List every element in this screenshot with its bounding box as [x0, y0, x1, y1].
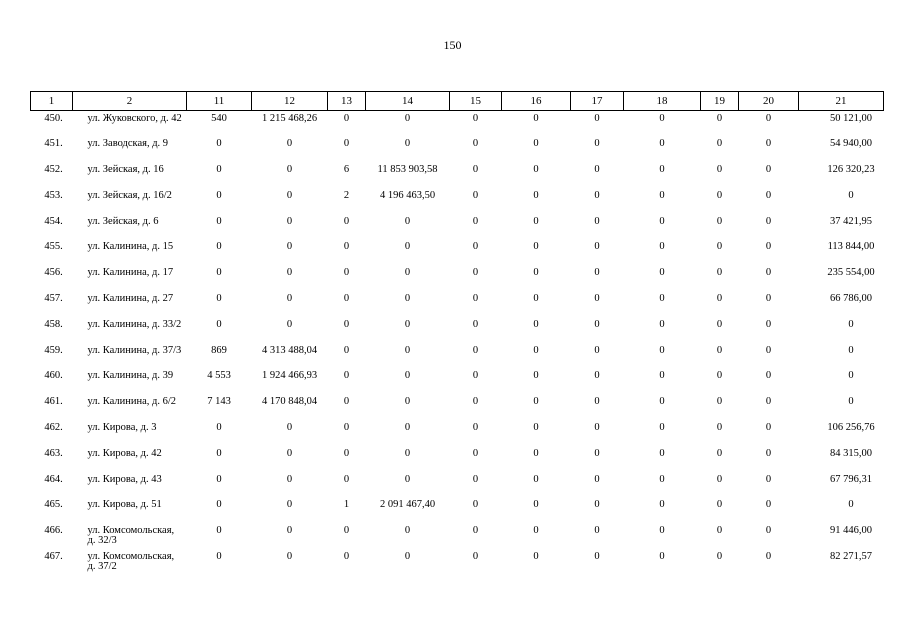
cell-col-16: 0: [533, 113, 539, 124]
cell-col-21: 0: [848, 396, 854, 408]
cell-col-17: 0: [594, 267, 600, 279]
column-header: 2: [73, 92, 187, 111]
cell-col-11: 0: [216, 525, 222, 537]
cell-col-18: 0: [659, 422, 665, 434]
cell-col-18: 0: [659, 189, 665, 201]
row-number: 460.: [44, 370, 63, 382]
address-cell: ул. Калинина, д. 15: [87, 241, 174, 253]
row-number: 459.: [44, 344, 63, 356]
cell-col-18: 0: [659, 215, 665, 227]
address-cell: ул. Калинина, д. 33/2: [87, 318, 182, 330]
cell-col-21: 0: [848, 344, 854, 356]
cell-col-21: 126 320,23: [827, 164, 875, 176]
cell-col-17: 0: [594, 551, 600, 563]
cell-col-15: 0: [472, 344, 479, 356]
cell-col-16: 0: [533, 370, 539, 382]
cell-col-17: 0: [594, 138, 600, 150]
cell-col-15: 0: [472, 551, 479, 563]
cell-col-14: 0: [404, 551, 411, 563]
cell-col-12: 1 215 468,26: [261, 113, 318, 124]
cell-col-17: 0: [594, 473, 600, 485]
cell-col-14: 0: [404, 396, 411, 408]
column-header: 13: [328, 92, 366, 111]
column-header: 1: [31, 92, 73, 111]
cell-col-20: 0: [765, 164, 772, 176]
address-cell: ул. Кирова, д. 43: [87, 473, 162, 485]
cell-col-18: 0: [659, 551, 665, 563]
cell-col-12: 1 924 466,93: [261, 370, 318, 382]
cell-col-17: 0: [594, 113, 600, 124]
table-row: [31, 188, 884, 214]
cell-col-15: 0: [472, 164, 479, 176]
cell-col-20: 0: [765, 499, 772, 511]
cell-col-18: 0: [659, 344, 665, 356]
cell-col-13: 2: [343, 189, 350, 201]
table-row: [31, 420, 884, 446]
address-cell: ул. Комсомольская, д. 37/2: [87, 551, 175, 573]
cell-col-21: 0: [848, 499, 854, 511]
cell-col-12: 0: [286, 525, 293, 537]
cell-col-12: 4 313 488,04: [261, 344, 318, 356]
cell-col-11: 0: [216, 551, 222, 563]
cell-col-19: 0: [716, 447, 723, 459]
data-table: [30, 91, 884, 575]
cell-col-16: 0: [533, 164, 539, 176]
cell-col-11: 0: [216, 138, 222, 150]
cell-col-16: 0: [533, 396, 539, 408]
cell-col-14: 4 196 463,50: [379, 189, 436, 201]
table-row: [31, 343, 884, 369]
cell-col-15: 0: [472, 447, 479, 459]
address-cell: ул. Кирова, д. 42: [87, 447, 162, 459]
cell-col-12: 0: [286, 189, 293, 201]
cell-col-17: 0: [594, 525, 600, 537]
address-cell: ул. Зейская, д. 16: [87, 164, 164, 176]
table-body: [31, 111, 884, 575]
cell-col-12: 0: [286, 551, 293, 563]
cell-col-13: 0: [343, 370, 350, 382]
cell-col-12: 0: [286, 422, 293, 434]
column-header: 16: [502, 92, 571, 111]
table-row: [31, 394, 884, 420]
cell-col-17: 0: [594, 189, 600, 201]
cell-col-21: 0: [848, 189, 854, 201]
cell-col-15: 0: [472, 113, 479, 124]
header-row: [31, 92, 884, 111]
address-cell: ул. Калинина, д. 6/2: [87, 396, 177, 408]
address-cell: ул. Жуковского, д. 42: [87, 113, 182, 124]
cell-col-17: 0: [594, 499, 600, 511]
cell-col-18: 0: [659, 318, 665, 330]
cell-col-11: 0: [216, 189, 222, 201]
table-row: [31, 523, 884, 549]
cell-col-19: 0: [716, 189, 723, 201]
row-number: 452.: [44, 164, 63, 176]
cell-col-20: 0: [765, 422, 772, 434]
table-row: [31, 368, 884, 394]
cell-col-17: 0: [594, 241, 600, 253]
table-row: [31, 136, 884, 162]
cell-col-12: 0: [286, 499, 293, 511]
cell-col-15: 0: [472, 267, 479, 279]
table-row: [31, 162, 884, 188]
cell-col-20: 0: [765, 525, 772, 537]
cell-col-19: 0: [716, 138, 723, 150]
cell-col-15: 0: [472, 215, 479, 227]
cell-col-14: 2 091 467,40: [379, 499, 436, 511]
cell-col-19: 0: [716, 525, 723, 537]
address-cell: ул. Зейская, д. 16/2: [87, 189, 172, 201]
row-number: 450.: [44, 113, 63, 124]
cell-col-14: 0: [404, 525, 411, 537]
cell-col-15: 0: [472, 525, 479, 537]
cell-col-13: 0: [343, 551, 350, 563]
cell-col-21: 82 271,57: [830, 551, 872, 563]
cell-col-13: 0: [343, 447, 350, 459]
cell-col-16: 0: [533, 267, 539, 279]
row-number: 466.: [44, 525, 63, 537]
cell-col-17: 0: [594, 344, 600, 356]
cell-col-15: 0: [472, 370, 479, 382]
table-row: [31, 291, 884, 317]
row-number: 462.: [44, 422, 63, 434]
cell-col-21: 50 121,00: [830, 113, 872, 124]
cell-col-16: 0: [533, 499, 539, 511]
cell-col-13: 0: [343, 241, 350, 253]
cell-col-18: 0: [659, 267, 665, 279]
cell-col-17: 0: [594, 370, 600, 382]
cell-col-19: 0: [716, 473, 723, 485]
cell-col-14: 0: [404, 293, 411, 305]
cell-col-19: 0: [716, 422, 723, 434]
cell-col-21: 113 844,00: [827, 241, 875, 253]
cell-col-15: 0: [472, 396, 479, 408]
cell-col-20: 0: [765, 241, 772, 253]
cell-col-16: 0: [533, 344, 539, 356]
column-header: 19: [701, 92, 739, 111]
cell-col-16: 0: [533, 551, 539, 563]
cell-col-14: 0: [404, 370, 411, 382]
cell-col-14: 0: [404, 447, 411, 459]
cell-col-11: 0: [216, 447, 222, 459]
cell-col-19: 0: [716, 318, 723, 330]
cell-col-13: 0: [343, 344, 350, 356]
cell-col-15: 0: [472, 422, 479, 434]
cell-col-20: 0: [765, 113, 772, 124]
address-cell: ул. Калинина, д. 27: [87, 293, 174, 305]
cell-col-18: 0: [659, 525, 665, 537]
cell-col-17: 0: [594, 215, 600, 227]
cell-col-16: 0: [533, 473, 539, 485]
cell-col-12: 0: [286, 164, 293, 176]
cell-col-18: 0: [659, 396, 665, 408]
column-header: 17: [571, 92, 624, 111]
cell-col-18: 0: [659, 370, 665, 382]
cell-col-11: 4 553: [207, 370, 231, 382]
cell-col-20: 0: [765, 473, 772, 485]
row-number: 467.: [44, 551, 63, 563]
cell-col-15: 0: [472, 499, 479, 511]
cell-col-13: 0: [343, 422, 350, 434]
cell-col-21: 37 421,95: [830, 215, 872, 227]
cell-col-16: 0: [533, 293, 539, 305]
column-header: 15: [450, 92, 502, 111]
cell-col-13: 0: [343, 267, 350, 279]
cell-col-12: 0: [286, 241, 293, 253]
cell-col-19: 0: [716, 551, 723, 563]
cell-col-14: 0: [404, 344, 411, 356]
table-row: [31, 317, 884, 343]
address-cell: ул. Заводская, д. 9: [87, 138, 169, 150]
row-number: 463.: [44, 447, 63, 459]
cell-col-14: 11 853 903,58: [377, 164, 438, 176]
address-cell: ул. Кирова, д. 51: [87, 499, 162, 511]
table-row: [31, 472, 884, 498]
cell-col-18: 0: [659, 241, 665, 253]
column-header: 20: [739, 92, 799, 111]
cell-col-15: 0: [472, 241, 479, 253]
cell-col-12: 0: [286, 318, 293, 330]
cell-col-21: 67 796,31: [830, 473, 872, 485]
row-number: 458.: [44, 318, 63, 330]
row-number: 464.: [44, 473, 63, 485]
address-cell: ул. Калинина, д. 39: [87, 370, 174, 382]
cell-col-12: 0: [286, 473, 293, 485]
cell-col-16: 0: [533, 138, 539, 150]
cell-col-11: 0: [216, 164, 222, 176]
cell-col-21: 84 315,00: [830, 447, 872, 459]
cell-col-16: 0: [533, 447, 539, 459]
cell-col-12: 0: [286, 293, 293, 305]
cell-col-21: 106 256,76: [827, 422, 875, 434]
cell-col-19: 0: [716, 370, 723, 382]
cell-col-15: 0: [472, 318, 479, 330]
cell-col-13: 0: [343, 318, 350, 330]
cell-col-20: 0: [765, 396, 772, 408]
column-header: 18: [624, 92, 701, 111]
cell-col-20: 0: [765, 551, 772, 563]
cell-col-18: 0: [659, 293, 665, 305]
cell-col-11: 0: [216, 215, 222, 227]
cell-col-11: 869: [211, 344, 227, 356]
cell-col-13: 0: [343, 525, 350, 537]
cell-col-18: 0: [659, 499, 665, 511]
cell-col-20: 0: [765, 447, 772, 459]
cell-col-21: 91 446,00: [830, 525, 872, 537]
cell-col-17: 0: [594, 422, 600, 434]
row-number: 453.: [44, 189, 63, 201]
table-row: [31, 111, 884, 137]
cell-col-12: 0: [286, 215, 293, 227]
cell-col-21: 0: [848, 318, 854, 330]
row-number: 456.: [44, 267, 63, 279]
cell-col-14: 0: [404, 422, 411, 434]
cell-col-21: 66 786,00: [830, 293, 872, 305]
table-row: [31, 239, 884, 265]
cell-col-15: 0: [472, 473, 479, 485]
cell-col-12: 0: [286, 447, 293, 459]
table-row: [31, 214, 884, 240]
cell-col-19: 0: [716, 267, 723, 279]
cell-col-20: 0: [765, 370, 772, 382]
cell-col-19: 0: [716, 344, 723, 356]
cell-col-17: 0: [594, 293, 600, 305]
cell-col-13: 1: [343, 499, 350, 511]
cell-col-19: 0: [716, 113, 723, 124]
cell-col-11: 0: [216, 267, 222, 279]
cell-col-14: 0: [404, 241, 411, 253]
page-number: 150: [443, 38, 462, 52]
cell-col-19: 0: [716, 499, 723, 511]
cell-col-14: 0: [404, 267, 411, 279]
cell-col-16: 0: [533, 525, 539, 537]
cell-col-20: 0: [765, 267, 772, 279]
cell-col-13: 0: [343, 396, 350, 408]
cell-col-16: 0: [533, 422, 539, 434]
column-header: 14: [366, 92, 450, 111]
row-number: 465.: [44, 499, 63, 511]
cell-col-12: 4 170 848,04: [261, 396, 318, 408]
row-number: 454.: [44, 215, 63, 227]
cell-col-11: 540: [211, 113, 227, 124]
cell-col-15: 0: [472, 189, 479, 201]
cell-col-15: 0: [472, 138, 479, 150]
cell-col-14: 0: [404, 215, 411, 227]
cell-col-15: 0: [472, 293, 479, 305]
cell-col-13: 0: [343, 138, 350, 150]
row-number: 451.: [44, 138, 63, 150]
cell-col-16: 0: [533, 189, 539, 201]
row-number: 455.: [44, 241, 63, 253]
address-cell: ул. Калинина, д. 37/3: [87, 344, 182, 356]
cell-col-20: 0: [765, 318, 772, 330]
cell-col-20: 0: [765, 189, 772, 201]
cell-col-18: 0: [659, 164, 665, 176]
cell-col-18: 0: [659, 138, 665, 150]
address-cell: ул. Зейская, д. 6: [87, 215, 159, 227]
cell-col-14: 0: [404, 473, 411, 485]
address-cell: ул. Калинина, д. 17: [87, 267, 174, 279]
cell-col-12: 0: [286, 267, 293, 279]
cell-col-20: 0: [765, 293, 772, 305]
cell-col-11: 7 143: [207, 396, 231, 408]
cell-col-13: 0: [343, 113, 350, 124]
cell-col-18: 0: [659, 473, 665, 485]
address-cell: ул. Кирова, д. 3: [87, 422, 157, 434]
cell-col-11: 0: [216, 241, 222, 253]
column-header: 12: [252, 92, 328, 111]
table-row: [31, 497, 884, 523]
row-number: 461.: [44, 396, 63, 408]
cell-col-17: 0: [594, 447, 600, 459]
table-row: [31, 446, 884, 472]
cell-col-11: 0: [216, 293, 222, 305]
column-header: 11: [187, 92, 252, 111]
cell-col-11: 0: [216, 473, 222, 485]
cell-col-21: 235 554,00: [827, 267, 875, 279]
cell-col-20: 0: [765, 344, 772, 356]
table-row: [31, 265, 884, 291]
cell-col-14: 0: [404, 113, 411, 124]
cell-col-17: 0: [594, 164, 600, 176]
cell-col-11: 0: [216, 422, 222, 434]
cell-col-19: 0: [716, 396, 723, 408]
cell-col-20: 0: [765, 215, 772, 227]
cell-col-11: 0: [216, 318, 222, 330]
column-header: 21: [799, 92, 884, 111]
cell-col-14: 0: [404, 138, 411, 150]
cell-col-17: 0: [594, 318, 600, 330]
cell-col-21: 0: [848, 370, 854, 382]
cell-col-13: 0: [343, 293, 350, 305]
cell-col-16: 0: [533, 241, 539, 253]
address-cell: ул. Комсомольская, д. 32/3: [87, 525, 175, 547]
cell-col-19: 0: [716, 164, 723, 176]
cell-col-13: 0: [343, 473, 350, 485]
cell-col-11: 0: [216, 499, 222, 511]
cell-col-17: 0: [594, 396, 600, 408]
cell-col-13: 6: [343, 164, 350, 176]
cell-col-21: 54 940,00: [830, 138, 872, 150]
cell-col-19: 0: [716, 293, 723, 305]
row-number: 457.: [44, 293, 63, 305]
cell-col-19: 0: [716, 215, 723, 227]
cell-col-18: 0: [659, 447, 665, 459]
cell-col-16: 0: [533, 215, 539, 227]
cell-col-14: 0: [404, 318, 411, 330]
table-row: [31, 549, 884, 575]
cell-col-20: 0: [765, 138, 772, 150]
cell-col-13: 0: [343, 215, 350, 227]
cell-col-12: 0: [286, 138, 293, 150]
cell-col-19: 0: [716, 241, 723, 253]
cell-col-16: 0: [533, 318, 539, 330]
cell-col-18: 0: [659, 113, 665, 124]
